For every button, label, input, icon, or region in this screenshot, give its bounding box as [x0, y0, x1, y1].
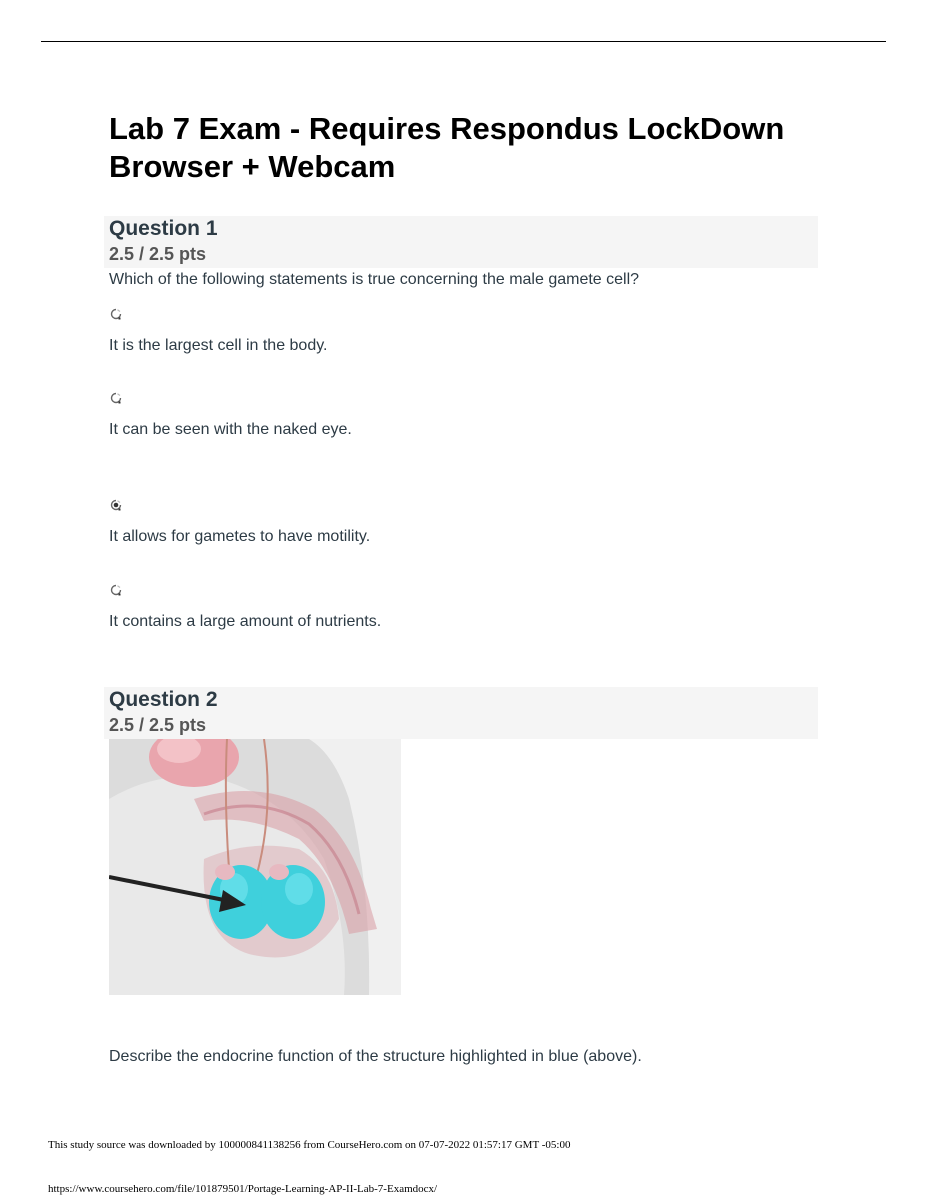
question-1-prompt: Which of the following statements is true concerning the male gamete cell? — [109, 271, 640, 288]
page-title: Lab 7 Exam - Requires Respondus LockDown Browser + Webcam — [109, 111, 785, 184]
question-1-points: 2.5 / 2.5 pts — [109, 244, 207, 264]
answer-2-radio[interactable] — [110, 392, 122, 404]
answer-4-radio[interactable] — [110, 584, 122, 596]
top-divider — [41, 41, 886, 42]
question-1-header — [104, 216, 818, 268]
question-2-header — [104, 687, 818, 739]
anatomy-figure — [109, 739, 401, 995]
question-2-title: Question 2 — [109, 688, 218, 711]
answer-3-radio-selected[interactable] — [110, 499, 122, 511]
answer-2-text: It can be seen with the naked eye. — [109, 421, 352, 438]
answer-3-text: It allows for gametes to have motility. — [109, 528, 371, 545]
answer-1-radio[interactable] — [110, 308, 122, 320]
answer-1-text: It is the largest cell in the body. — [109, 337, 328, 354]
download-source-note: This study source was downloaded by 100000841138256 from CourseHero.com on 07-07-2022 01:57:17 GMT -05:00 — [48, 1139, 571, 1151]
question-2-prompt: Describe the endocrine function of the structure highlighted in blue (above). — [109, 1048, 642, 1065]
question-2-points: 2.5 / 2.5 pts — [109, 715, 207, 735]
source-url[interactable]: https://www.coursehero.com/file/101879501/Portage-Learning-AP-II-Lab-7-Examdocx/ — [48, 1183, 438, 1195]
answer-4-text: It contains a large amount of nutrients. — [109, 613, 382, 630]
question-1-title: Question 1 — [109, 217, 218, 240]
